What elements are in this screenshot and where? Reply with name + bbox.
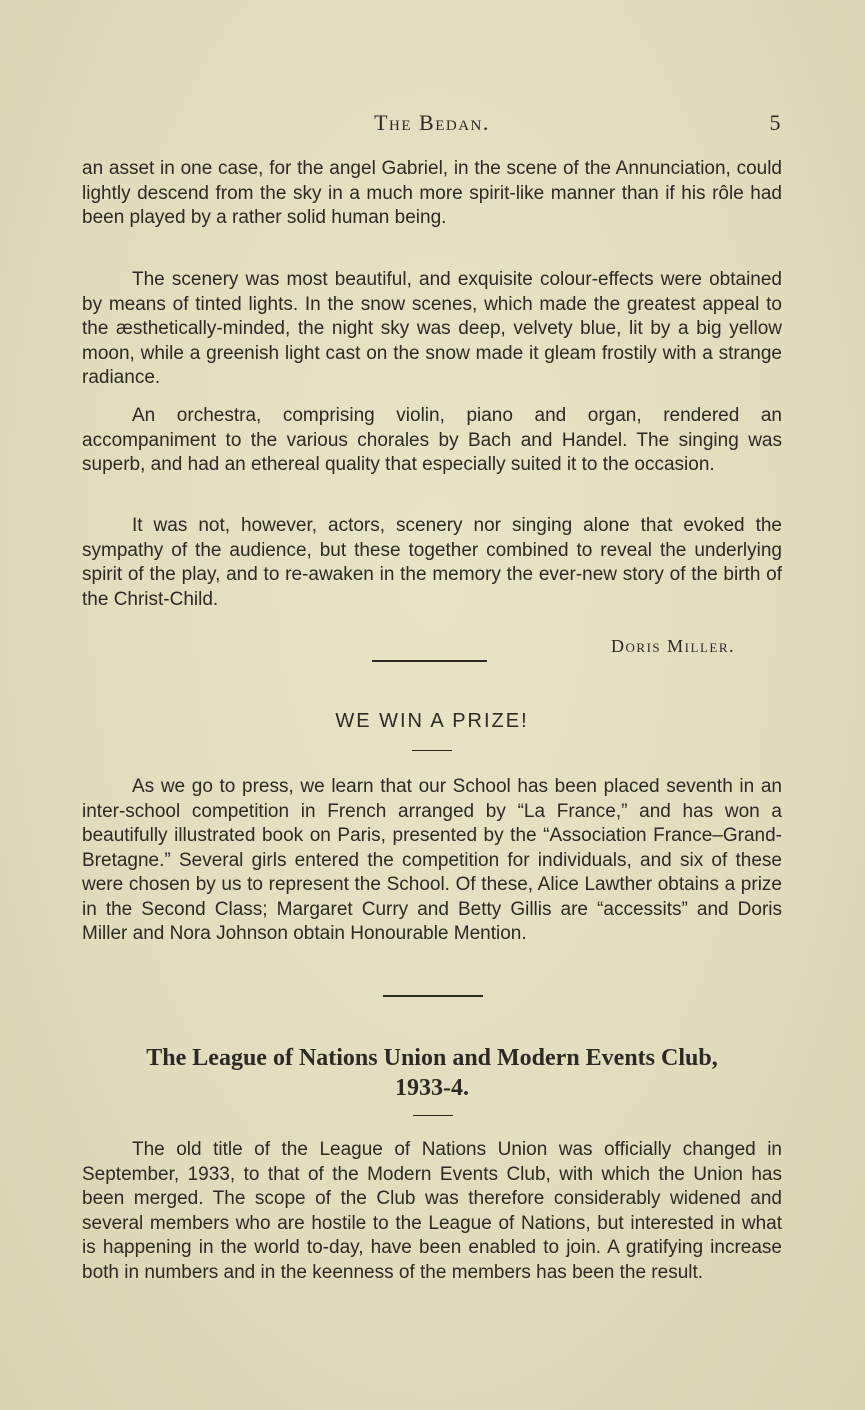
heading-underline — [412, 750, 452, 751]
article3-paragraph: The old title of the League of Nations Union was officially changed in September, 1933, to that of the Modern Events Club, with which the Union has been merged. The scope of the Club was therefore considerably widened and several members who are hostile to the League of Nations, but interested in what is happening in the world to-day, have been enabled to join. A gratifying increase both in numbers and in the keenness of the members has been the result. — [82, 1139, 782, 1283]
article2-paragraph: As we go to press, we learn that our School has been placed seventh in an inter-school competition in French arranged by “La France,” and has won a beautifully illustrated book on Paris, presented by the “Association France–Grand-Bretagne.” Several girls entered the competition for individuals, and six of these were chosen by us to represent the School. Of these, Alice Lawther obtains a prize in the Second Class; Margaret Curry and Betty Gillis are “accessits” and Doris Miller and Nora Johnson obtain Honourable Mention. — [82, 776, 782, 944]
article1-paragraph-2: The scenery was most beautiful, and exquisite colour-effects were obtained by means of tinted lights. In the snow scenes, which made the greatest appeal to the æsthetically-minded, the night sky was deep, velvety blue, lit by a big yellow moon, while a greenish light cast on the snow made it gleam frostily with a strange radiance. — [82, 269, 782, 388]
article1-paragraph-3: An orchestra, comprising violin, piano and organ, rendered an accompaniment to the various chorales by Bach and Handel. The singing was superb, and had an ethereal quality that especially suited it to the occasion. — [82, 405, 782, 475]
section-heading-prize: WE WIN A PRIZE! — [335, 710, 529, 732]
article1-paragraph-4: It was not, however, actors, scenery nor singing alone that evoked the sympathy of the audience, but these together combined to reveal the underlying spirit of the play, and to re-awaken in the memory the ever-new story of the birth of the Christ-Child. — [82, 515, 782, 610]
heading-underline — [413, 1115, 453, 1116]
heading-line-2: 1933-4. — [395, 1075, 469, 1101]
running-title: The Bedan. — [374, 110, 490, 135]
author-signature: Doris Miller. — [611, 636, 735, 656]
section-divider — [383, 995, 483, 997]
section-divider — [372, 660, 487, 662]
article1-paragraph-1: an asset in one case, for the angel Gabriel, in the scene of the Annunciation, could lightly descend from the sky in a much more spirit-like manner than if his rôle had been played by a rather solid human being. — [82, 158, 782, 228]
section-heading-league — [82, 1043, 782, 1103]
heading-line-1: The League of Nations Union and Modern Events Club, — [146, 1045, 718, 1071]
page-number: 5 — [769, 110, 782, 135]
